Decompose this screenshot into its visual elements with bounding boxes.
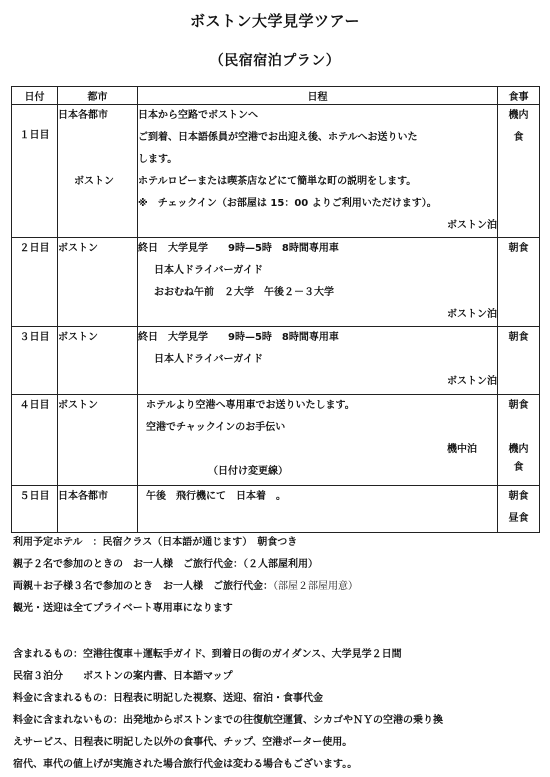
header-city: 都市: [58, 87, 138, 105]
day-cell: １日目: [12, 105, 58, 238]
hotel-note: 利用予定ホテル ：民宿クラス（日本語が通じます） 朝食つき: [13, 537, 298, 548]
table-header-row: [12, 87, 540, 105]
table-row: [12, 327, 540, 395]
itinerary-table: [11, 86, 540, 533]
schedule-cell: ホテルより空港へ専用車でお送りいたします。 空港でチャックインのお手伝い 機中泊 （日付け変更線）: [138, 395, 498, 486]
fee-included-note: 料金に含まれるもの：日程表に明記した視察、送迎、宿泊・食事代金: [13, 693, 323, 704]
day-cell: ３日目: [12, 327, 58, 395]
city-cell: 日本各都市 ボストン: [58, 105, 138, 238]
schedule-cell: 日本から空路でボストンへ ご到着、日本語係員が空港でお出迎え後、ホテルへお送りいた します。 ホテルロビーまたは喫茶店などにて簡単な町の説明をします。 ※ チェックイン（お部屋は 15：00 よりご利用いただけます）。 ボストン泊: [138, 105, 498, 238]
city-cell: ボストン: [58, 238, 138, 327]
page-title: ボストン大学見学ツアー: [189, 12, 361, 30]
sightseeing-note: 観光・送迎は全てプライベート専用車になります: [13, 603, 233, 614]
city-cell: ボストン: [58, 327, 138, 395]
meal-cell: 朝食 昼食: [498, 486, 540, 533]
schedule-cell: 午後 飛行機にて 日本着 。: [138, 486, 498, 533]
notes-section: [13, 532, 541, 776]
disclaimer-note: 宿代、車代の値上げが実施された場合旅行代金は変わる場合もございます。。: [13, 759, 358, 770]
day-cell: ２日目: [12, 238, 58, 327]
meal-cell: 機内 食: [498, 105, 540, 238]
table-row: [12, 486, 540, 533]
page-subtitle: （民宿宿泊プラン）: [209, 53, 341, 69]
stay-note: 民宿３泊分 ボストンの案内書、日本語マップ: [13, 671, 233, 682]
header-day: 日付: [12, 87, 58, 105]
price-three-note: 両親＋お子様３名で参加のとき お一人様 ご旅行代金：（部屋２部屋用意）: [13, 581, 358, 592]
meal-cell: 朝食: [498, 238, 540, 327]
header-schedule: 日程: [138, 87, 498, 105]
header-meal: 食事: [498, 87, 540, 105]
fee-excluded-note-cont: えサービス、日程表に明記した以外の食事代、チップ、空港ポーター使用。: [13, 737, 353, 748]
schedule-cell: 終日 大学見学 9時—5時 8時間専用車 日本人ドライバーガイド おおむね午前 ２大学 午後２－３大学 ボストン泊: [138, 238, 498, 327]
schedule-cell: 終日 大学見学 9時—5時 8時間専用車 日本人ドライバーガイド ボストン泊: [138, 327, 498, 395]
included-note: 含まれるもの：空港往復車＋運転手ガイド、到着日の街のガイダンス、大学見学２日間: [13, 649, 402, 660]
meal-cell: 朝食: [498, 327, 540, 395]
table-row: [12, 395, 540, 486]
table-row: [12, 105, 540, 238]
fee-excluded-note: 料金に含まれないもの：出発地からボストンまでの往復航空運賃、シカゴやＮＹの空港の乗り換: [13, 715, 443, 726]
table-row: [12, 238, 540, 327]
city-cell: 日本各都市: [58, 486, 138, 533]
day-cell: ４日目: [12, 395, 58, 486]
city-cell: ボストン: [58, 395, 138, 486]
price-two-note: 親子２名で参加のときの お一人様 ご旅行代金：（２人部屋利用）: [13, 559, 318, 570]
meal-cell: 朝食 機内 食: [498, 395, 540, 486]
day-cell: ５日目: [12, 486, 58, 533]
